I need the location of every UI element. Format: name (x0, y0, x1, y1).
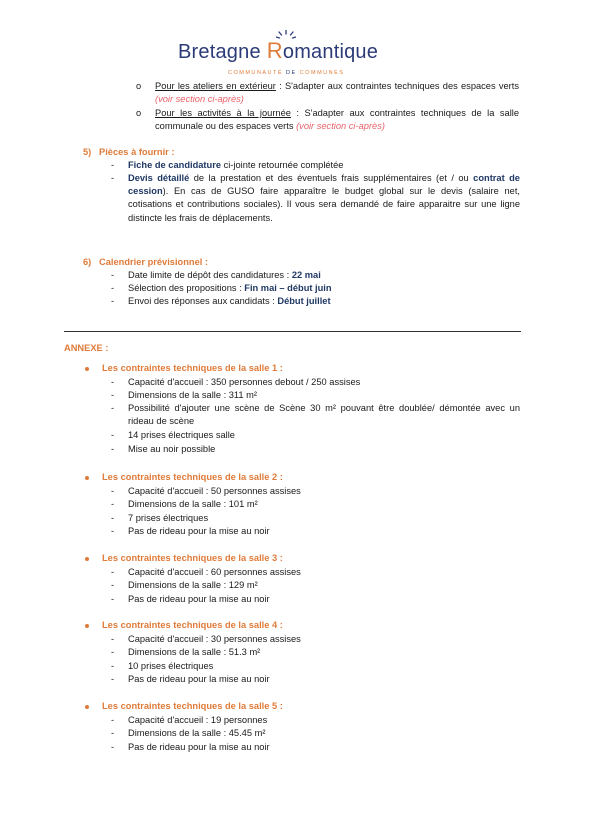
section-5-heading: 5) Pièces à fournir : (83, 147, 175, 157)
room-5-item: Capacité d'accueil : 19 personnes (128, 715, 268, 725)
bullet-dot (85, 705, 89, 709)
calendar-item-responses: Envoi des réponses aux candidats : Début juillet (128, 296, 331, 306)
room-5-title: Les contraintes techniques de la salle 5 : (102, 701, 283, 711)
room-3-item: Capacité d'accueil : 60 personnes assises (128, 567, 301, 577)
dash-marker: - (111, 403, 115, 413)
dash-marker: - (111, 661, 115, 671)
room-4-item: 10 prises électriques (128, 661, 214, 671)
section-5-item-1: Fiche de candidature ci-jointe retournée complétée (128, 160, 344, 170)
brand-initial: R (266, 38, 283, 63)
section-5-item-2: Devis détaillé de la prestation et des éventuels frais supplémentaires (et / ou contrat de cession). En cas de GUSO faire apparaître le budget global sur le devis (salaire net, cotisations et contributions sociales). Il vous sera demandé de faire apparaitre sur une ligne distincte les frais de déplacements. (128, 173, 520, 223)
dash-marker: - (111, 742, 115, 752)
dash-marker: - (111, 270, 115, 280)
annexe-heading: ANNEXE : (64, 343, 109, 353)
room-2-title: Les contraintes techniques de la salle 2 : (102, 472, 283, 482)
dash-marker: - (111, 499, 115, 509)
sub-item-marker: o (136, 81, 142, 91)
room-4-item: Pas de rideau pour la mise au noir (128, 674, 270, 684)
dash-marker: - (111, 634, 115, 644)
bullet-dot (85, 624, 89, 628)
room-1-item: Possibilité d'ajouter une scène de Scène 30 m² pouvant être doublée/ démontée avec un rideau de scène (128, 403, 520, 427)
dash-marker: - (111, 526, 115, 536)
dash-marker: - (111, 296, 115, 306)
room-1-item: 14 prises électriques salle (128, 430, 235, 440)
room-2-item: 7 prises électriques (128, 513, 209, 523)
room-2-item: Pas de rideau pour la mise au noir (128, 526, 270, 536)
sub-item-text: Pour les ateliers en extérieur : S'adapter aux contraintes techniques des espaces verts (voir section ci-après) (155, 81, 519, 105)
dash-marker: - (111, 647, 115, 657)
brand-name: Bretagne Romantique (178, 38, 379, 63)
room-1-item: Capacité d'accueil : 350 personnes debout / 250 assises (128, 377, 361, 387)
dash-marker: - (111, 594, 115, 604)
bullet-dot (85, 557, 89, 561)
dash-marker: - (111, 486, 115, 496)
brand-logo (178, 30, 418, 80)
room-3-item: Pas de rideau pour la mise au noir (128, 594, 270, 604)
calendar-item-deadline: Date limite de dépôt des candidatures : 22 mai (128, 270, 321, 280)
dash-marker: - (111, 390, 115, 400)
bullet-dot (85, 476, 89, 480)
room-4-item: Capacité d'accueil : 30 personnes assises (128, 634, 301, 644)
dash-marker: - (111, 377, 115, 387)
sub-item-marker: o (136, 108, 142, 118)
brand-tagline: COMMUNAUTÉ DE COMMUNES (228, 70, 345, 76)
room-5-item: Dimensions de la salle : 45.45 m² (128, 728, 266, 738)
section-6-heading: 6) Calendrier prévisionnel : (83, 257, 209, 267)
room-1-title: Les contraintes techniques de la salle 1 : (102, 363, 283, 373)
room-3-item: Dimensions de la salle : 129 m² (128, 580, 258, 590)
dash-marker: - (111, 160, 115, 170)
dash-marker: - (111, 567, 115, 577)
bullet-dot (85, 367, 89, 371)
dash-marker: - (111, 513, 115, 523)
room-5-item: Pas de rideau pour la mise au noir (128, 742, 270, 752)
room-3-title: Les contraintes techniques de la salle 3 : (102, 553, 283, 563)
room-1-item: Dimensions de la salle : 311 m² (128, 390, 258, 400)
dash-marker: - (111, 283, 115, 293)
sub-item-text: Pour les activités à la journée : S'adapter aux contraintes techniques de la salle communale ou des espaces verts (voir section ci-après) (155, 108, 519, 132)
dash-marker: - (111, 580, 115, 590)
horizontal-divider (64, 331, 521, 332)
room-4-item: Dimensions de la salle : 51.3 m² (128, 647, 261, 657)
dash-marker: - (111, 728, 115, 738)
dash-marker: - (111, 715, 115, 725)
dash-marker: - (111, 444, 115, 454)
room-1-item: Mise au noir possible (128, 444, 216, 454)
calendar-item-selection: Sélection des propositions : Fin mai – début juin (128, 283, 332, 293)
dash-marker: - (111, 674, 115, 684)
dash-marker: - (111, 173, 115, 183)
room-2-item: Dimensions de la salle : 101 m² (128, 499, 258, 509)
room-2-item: Capacité d'accueil : 50 personnes assises (128, 486, 301, 496)
room-4-title: Les contraintes techniques de la salle 4 : (102, 620, 283, 630)
dash-marker: - (111, 430, 115, 440)
